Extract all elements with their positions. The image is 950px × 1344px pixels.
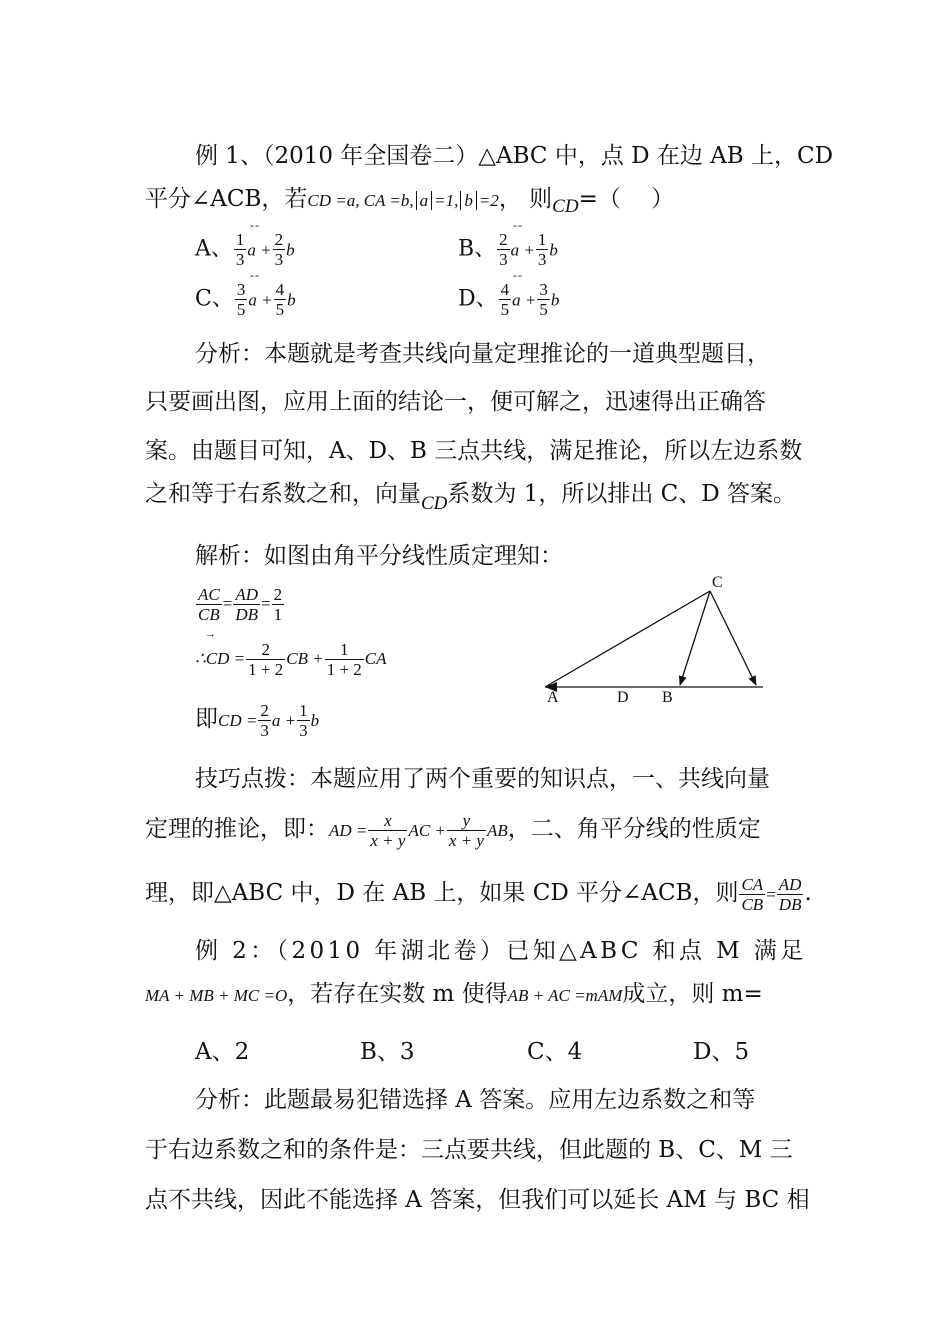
vector-term: AC + (408, 821, 446, 840)
vector-term: a + (271, 711, 297, 730)
denominator: 1 + 2 (248, 660, 284, 679)
triangle-figure (530, 565, 780, 715)
ex2-option-d[interactable]: D、5 (693, 1039, 750, 1065)
numerator: x (368, 811, 407, 831)
vector-term: a + (510, 240, 535, 260)
ex2-analysis-line-1: 分析：此题最易犯错选择 A 答案。应用左边系数之和等 (195, 1087, 756, 1113)
denominator: 5 (539, 300, 548, 319)
numerator: 4 (500, 280, 510, 299)
denominator: DB (235, 605, 258, 624)
denominator: 3 (260, 720, 269, 740)
tip-text: ，二、角平分线的性质定 (507, 816, 761, 842)
ex2-analysis-line-2: 于右边系数之和的条件是：三点要共线，但此题的 B、C、M 三 (145, 1137, 793, 1163)
example2-text: ，若存在实数 m 使得 (287, 981, 508, 1007)
numerator: AD (778, 874, 802, 894)
abs-b: b (460, 191, 477, 210)
numerator: 1 (235, 230, 245, 249)
analysis-line-3: 案。由题目可知，A、D、B 三点共线，满足推论，所以左边系数 (145, 438, 803, 464)
analysis-line-2: 只要画出图，应用上面的结论一，便可解之，迅速得出正确答 (145, 389, 766, 415)
option-label: D、 (458, 286, 498, 312)
denominator: 5 (275, 300, 285, 319)
vector-term: b (286, 240, 295, 260)
denominator: 1 + 2 (326, 660, 362, 679)
vector-ca-copy (710, 591, 756, 685)
denominator: x + y (370, 830, 406, 850)
option-label: C、 (195, 286, 234, 312)
vector-term: b (287, 290, 296, 310)
numerator: 1 (537, 230, 547, 249)
vector-term: AB (486, 821, 508, 840)
arrow-mark: → (205, 628, 217, 640)
abs-a-value: =1, (434, 191, 459, 210)
tip-line-2 (145, 810, 761, 850)
segment-ac (545, 591, 710, 687)
vector-term: CB + (286, 649, 324, 668)
tip-text: 定理的推论，即： (145, 816, 329, 842)
vector-overline-mark: -- (250, 268, 260, 282)
denominator: 5 (236, 300, 246, 319)
option-label: B、 (458, 236, 497, 262)
tip-text: . (804, 880, 812, 906)
numerator: 4 (275, 280, 285, 299)
denominator: 5 (500, 300, 510, 319)
ex2-analysis-line-3: 点不共线，因此不能选择 A 答案，但我们可以延长 AM 与 BC 相 (145, 1187, 810, 1213)
denominator: 1 (273, 605, 283, 624)
label-c: C (712, 574, 723, 591)
numerator: 2 (260, 700, 269, 720)
ratio-equation: $\frac{AC}{CB}$ = $\frac{AD}{DB}$ = $\frac{2}{1}$ (198, 585, 283, 624)
numerator: 1 (325, 640, 364, 660)
numerator: 2 (273, 585, 283, 604)
denominator: 3 (537, 250, 547, 269)
numerator: 2 (246, 640, 285, 660)
example1-question-end: =（ ） (578, 186, 675, 212)
numerator: 2 (499, 230, 508, 249)
analysis-text: 之和等于右系数之和，向量 (145, 481, 421, 507)
equation-lhs: CD = (218, 711, 258, 730)
vector-condition: AB + AC =mAM (507, 986, 623, 1005)
denominator: 3 (499, 250, 508, 269)
numerator: AD (235, 585, 258, 604)
vector-term: b (550, 290, 560, 310)
vector-cd-equation (195, 640, 387, 679)
ex2-option-b[interactable]: B、3 (360, 1039, 415, 1065)
analysis-line-1: 分析：本题就是考查共线向量定理推论的一道典型题目， (195, 341, 770, 367)
example2-heading: 例 2：（2010 年湖北卷）已知△ABC 和点 M 满足 (195, 938, 807, 964)
denominator: x + y (448, 830, 484, 850)
example1-heading: 例 1、（2010 年全国卷二）△ABC 中，点 D 在边 AB 上，CD (195, 143, 834, 169)
numerator: 3 (236, 280, 246, 299)
label-a: A (547, 689, 559, 706)
vector-condition: CD =a, CA =b, (307, 191, 414, 210)
vector-term: b (549, 240, 558, 260)
solution-heading: 解析：如图由角平分线性质定理知： (195, 543, 563, 569)
numerator: AC (198, 585, 220, 604)
vector-term: a + (512, 290, 537, 310)
equation-lhs: AD = (329, 821, 368, 840)
vector-cd: CD (552, 196, 579, 217)
vector-term: a + (248, 290, 273, 310)
result-prefix: 即 (195, 706, 218, 732)
denominator: 3 (299, 720, 308, 740)
vector-term: b (310, 711, 320, 730)
vector-overline-mark: -- (250, 218, 260, 232)
denominator: 3 (274, 250, 284, 269)
denominator: CB (198, 605, 220, 624)
numerator: 3 (539, 280, 548, 299)
numerator: 1 (299, 700, 308, 720)
tip-line-1: 技巧点拨：本题应用了两个重要的知识点，一、共线向量 (195, 766, 770, 792)
denominator: 3 (235, 250, 245, 269)
numerator: y (447, 811, 486, 831)
vector-overline-mark: -- (513, 218, 523, 232)
option-d[interactable] (458, 280, 559, 319)
option-a[interactable] (195, 230, 295, 269)
numerator: 2 (274, 230, 284, 249)
abs-b-value: =2 (478, 191, 499, 210)
vector-cd: CD (421, 493, 448, 514)
analysis-line-4 (145, 475, 797, 514)
example2-text: 成立，则 m= (622, 981, 763, 1007)
label-b: B (662, 689, 673, 706)
tip-text: 理，即△ABC 中，D 在 AB 上，如果 CD 平分∠ACB，则 (145, 880, 739, 906)
option-b[interactable] (458, 230, 558, 269)
numerator: CA (741, 874, 764, 894)
example1-condition-prefix: 平分∠ACB，若 (145, 186, 308, 212)
tip-line-3: 理，即△ABC 中，D 在 AB 上，如果 CD 平分∠ACB，则 $\frac{CA}{CB}$ = $\frac{AD}{DB}$ . (145, 874, 812, 914)
denominator: CB (741, 894, 764, 914)
ex2-option-a[interactable]: A、2 (195, 1039, 250, 1065)
denominator: DB (778, 894, 802, 914)
example1-condition-line (145, 180, 675, 217)
ex2-option-c[interactable]: C、4 (527, 1039, 583, 1065)
vector-overline-mark: -- (513, 268, 523, 282)
option-c[interactable] (195, 280, 296, 319)
equation-lhs: ∴CD = (195, 649, 246, 668)
label-d: D (617, 689, 629, 706)
analysis-text: 系数为 1，所以排出 C、D 答案。 (447, 481, 797, 507)
result-equation (195, 700, 319, 740)
vector-condition: MA + MB + MC =O (145, 986, 288, 1005)
abs-a: a (416, 191, 433, 210)
vector-term: CA (364, 649, 387, 668)
vector-term: a + (247, 240, 272, 260)
example2-condition-line (145, 975, 763, 1008)
example1-question-mid: ， 则 (498, 186, 553, 212)
option-label: A、 (195, 236, 233, 262)
